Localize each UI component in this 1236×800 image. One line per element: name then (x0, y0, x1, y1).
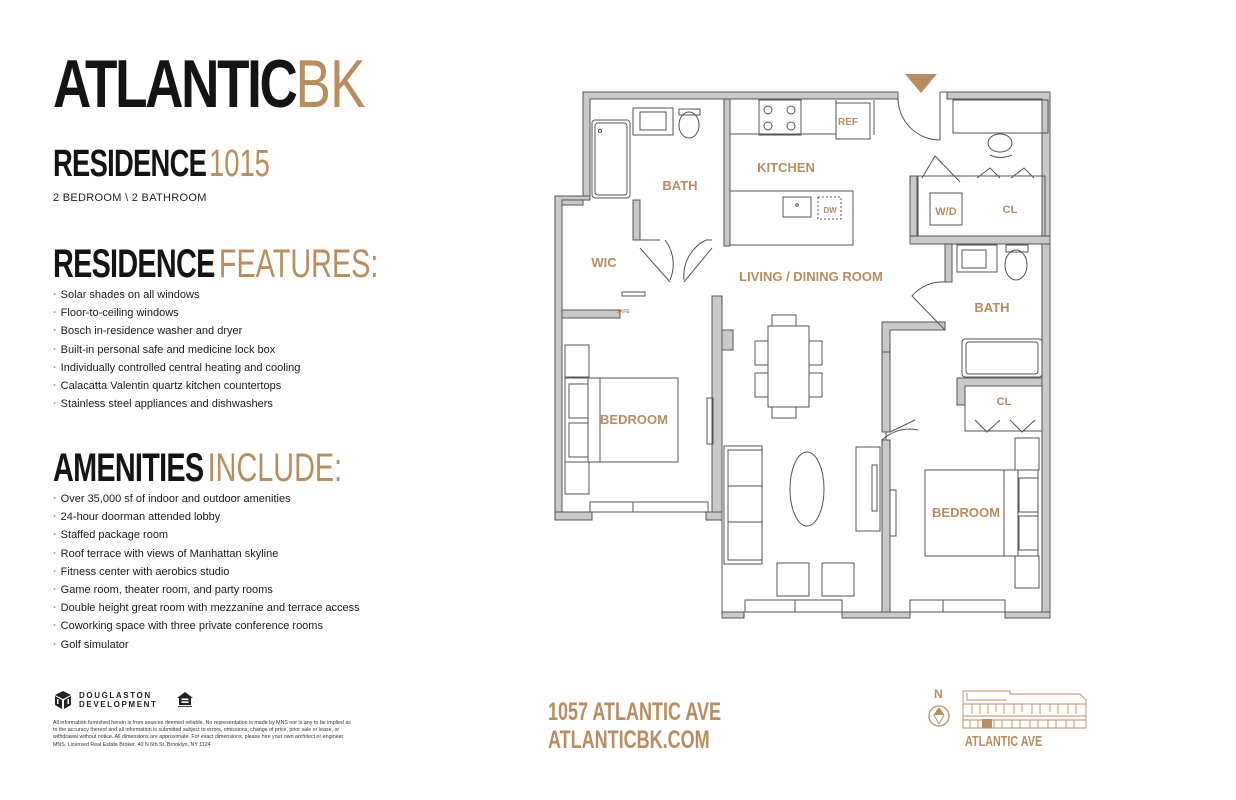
features-heading-gold: FEATURES: (218, 242, 379, 286)
legal-disclaimer: All information furnished herein is from sources deemed reliable. No representation is made by MNS nor is any to be implied as to the accuracy thereof and all information is submitted subject to errors, omissions, change of price, prior sale or lease, or withdrawal without notice. All dimensions are approximate. For exact dimensions, please hire your own architect or engineer. MNS, Licensed Real Estate Broker. 40 N 6th St, Brooklyn, NY 1124 (53, 720, 351, 748)
developer-name-line1: DOUGLASTON (79, 690, 152, 700)
feature-item: · Solar shades on all windows (53, 289, 200, 301)
label-dw: DW (823, 206, 837, 215)
feature-item: · Calacatta Valentin quartz kitchen countertops (53, 380, 282, 393)
label-bedroom-1: BEDROOM (600, 412, 668, 427)
amenities-heading-gold: INCLUDE: (207, 446, 343, 490)
amenity-item: · Double height great room with mezzanine and terrace access (53, 602, 360, 615)
feature-item: · Bosch in-residence washer and dryer (53, 325, 243, 338)
feature-item: · Stainless steel appliances and dishwashers (53, 398, 273, 411)
feature-item: · Individually controlled central heating and cooling (53, 361, 301, 374)
developer-name-line2: DEVELOPMENT (79, 700, 158, 709)
unit-number: 1015 (209, 143, 270, 185)
equal-housing-icon (176, 691, 194, 709)
amenities-list (53, 490, 360, 654)
features-heading (53, 244, 378, 284)
amenity-item: · Staffed package room (53, 529, 169, 542)
features-heading-dark: RESIDENCE (53, 242, 215, 286)
amenity-item: · Coworking space with three private conference rooms (53, 620, 323, 633)
entry-arrow-icon (905, 74, 937, 93)
label-safe: SAFE (616, 309, 630, 315)
street-address: 1057 ATLANTIC AVE (548, 698, 722, 726)
features-list (53, 286, 300, 413)
building-keyplan-map (962, 690, 1088, 730)
brand-name-gold: BK (295, 46, 365, 122)
douglaston-logo (53, 690, 158, 710)
label-wic: WIC (591, 255, 617, 270)
label-closet-2: CL (996, 396, 1012, 408)
floor-plan (540, 60, 1060, 630)
label-kitchen: KITCHEN (757, 160, 815, 175)
residence-title (53, 144, 270, 184)
building-cube-icon (53, 690, 73, 710)
amenities-heading (53, 448, 342, 488)
label-bath-2: BATH (974, 300, 1010, 315)
unit-subtitle: 2 BEDROOM \ 2 BATHROOM (53, 192, 207, 204)
amenity-item: · Roof terrace with views of Manhattan skyline (53, 547, 279, 560)
north-label: N (934, 687, 943, 701)
amenities-heading-dark: AMENITIES (53, 446, 204, 490)
label-washer-dryer: W/D (935, 206, 957, 218)
feature-item: · Floor-to-ceiling windows (53, 307, 179, 320)
label-bedroom-2: BEDROOM (932, 505, 1000, 520)
amenity-item: · Game room, theater room, and party rooms (53, 584, 273, 597)
brand-name-dark: ATLANTIC (53, 46, 296, 122)
developer-logos (53, 690, 194, 710)
residence-label: RESIDENCE (53, 143, 207, 185)
address-block (548, 698, 721, 754)
amenity-item: · Fitness center with aerobics studio (53, 565, 230, 578)
compass-icon (928, 704, 950, 728)
label-living-dining: LIVING / DINING ROOM (739, 269, 883, 284)
label-closet-1: CL (1002, 204, 1018, 216)
amenity-item: · Golf simulator (53, 638, 129, 651)
amenity-item: · 24-hour doorman attended lobby (53, 511, 221, 524)
amenity-item: · Over 35,000 sf of indoor and outdoor amenities (53, 493, 291, 505)
street-label: ATLANTIC AVE (965, 733, 1043, 750)
label-bath-1: BATH (662, 178, 698, 193)
brand-logo (53, 46, 365, 122)
label-ref: REF (838, 117, 858, 128)
website-link[interactable]: ATLANTICBK.COM (548, 726, 710, 754)
feature-item: · Built-in personal safe and medicine lock box (53, 343, 276, 356)
